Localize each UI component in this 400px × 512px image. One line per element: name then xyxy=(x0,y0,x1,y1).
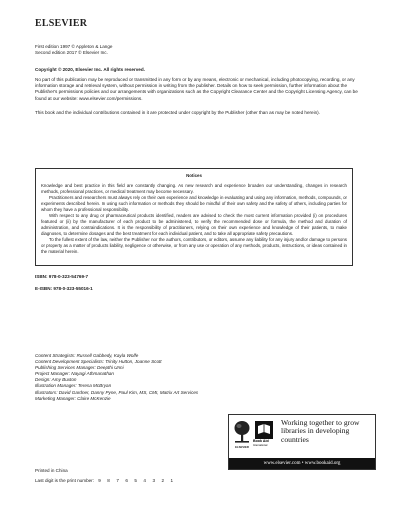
isbn: ISBN: 978-0-323-54769-7 xyxy=(35,274,89,279)
permissions-link[interactable]: www.elsevier.com/permissions xyxy=(78,95,142,101)
book-aid-name: Book Aid xyxy=(253,439,269,443)
print-number-digits: 9 8 7 6 5 4 3 2 1 xyxy=(98,478,176,483)
notice-paragraph: Practitioners and researchers must always rely on their own experience and knowledge in evaluating and using any information, methods, compounds, or experiments described herein. In using such information or methods they should be mindful of their own safety and the safety of others, including parties for whom they have a professional responsibility. xyxy=(41,195,347,212)
book-aid-logo-icon xyxy=(255,421,273,439)
notice-paragraph: To the fullest extent of the law, neither the Publisher nor the authors, contributors, or editors, assume any liability for any injury and/or damage to persons or property as a matter of products liability, negligence or otherwise, or from any use or operation of any methods, products, instructions, or ideas contained in the material herein. xyxy=(41,237,347,254)
book-aid-badge xyxy=(228,414,376,470)
publisher-name: ELSEVIER xyxy=(35,18,88,29)
book-copyright-note: This book and the individual contributions contained in it are protected under copyright by the Publisher (other than as may be noted herein). xyxy=(35,110,320,115)
badge-urls[interactable]: www.elsevier.com • www.bookaid.org xyxy=(229,458,375,469)
copyright-statement: Copyright © 2020, Elsevier Inc. All rights reserved. xyxy=(35,67,145,72)
rights-paragraph xyxy=(35,77,365,102)
notices-box xyxy=(35,168,353,266)
edition-line: First edition 1997 © Appleton & Lange xyxy=(35,44,113,49)
notice-paragraph: Knowledge and best practice in this field are constantly changing. As new research and experience broaden our understanding, changes in research methods, professional practices, or medical treatment may become necessary. xyxy=(41,183,347,194)
credit-line: Content Strategists: Russell Gabbedy, Kayla Wolfe xyxy=(35,353,139,358)
rights-end: . xyxy=(141,95,143,101)
credit-line: Content Development Specialists: Trinity Hutton, Joanne Scott xyxy=(35,359,162,365)
credit-line: Project Manager: Nayagi Athmanathan xyxy=(35,371,114,377)
elsevier-tree-icon xyxy=(233,419,251,445)
credits-list xyxy=(35,353,365,402)
eisbn: E-ISBN: 978-0-323-55016-1 xyxy=(35,286,93,291)
credit-line: Design: Amy Buxton xyxy=(35,377,77,383)
book-aid-sub: International xyxy=(253,444,268,447)
print-number-line xyxy=(35,478,365,484)
notices-title: Notices xyxy=(186,173,202,178)
rights-text: No part of this publication may be reproduced or transmitted in any form or by any means, electronic or mechanical, including photocopying, recording, or any information storage and retrieval system, without permission in writing from the publisher. Details on how to seek permission, further information about the Publisher's permissions policies and our arrangements with organizations such as the Copyright Clearance Center and the Copyright Licensing Agency, can be found at our website: xyxy=(35,77,358,101)
edition-line: Second edition 2017 © Elsevier Inc. xyxy=(35,50,108,56)
credit-line: Marketing Manager: Claire McKenzie xyxy=(35,395,111,401)
partner-logos xyxy=(233,419,277,449)
book-aid-label xyxy=(253,439,279,448)
credit-line: Illustrators: David Gardner, Danny Pyne, Paul Kim, MS, CMI, Matrix Art Services xyxy=(35,389,199,395)
print-number-label: Last digit is the print number: xyxy=(35,478,94,483)
badge-elsevier-label: ELSEVIER xyxy=(235,445,249,449)
credit-line: Publishing Services Manager: Deepthi Unni xyxy=(35,365,124,371)
printed-in: Printed in China xyxy=(35,468,68,473)
credit-line: Illustration Manager: Teresa McBryan xyxy=(35,383,112,389)
badge-slogan: Working together to grow libraries in developing countries xyxy=(281,418,360,444)
notice-paragraph: With respect to any drug or pharmaceutical products identified, readers are advised to check the most current information provided (i) on procedures featured or (ii) by the manufacturer of each product to be administered, to verify the recommended dose or formula, the method and duration of administration, and contraindications. It is the responsibility of practitioners, relying on their own experience and knowledge of their patients, to make diagnoses, to determine dosages and the best treatment for each individual patient, and to take all appropriate safety precautions. xyxy=(41,213,347,236)
edition-history xyxy=(35,44,365,56)
